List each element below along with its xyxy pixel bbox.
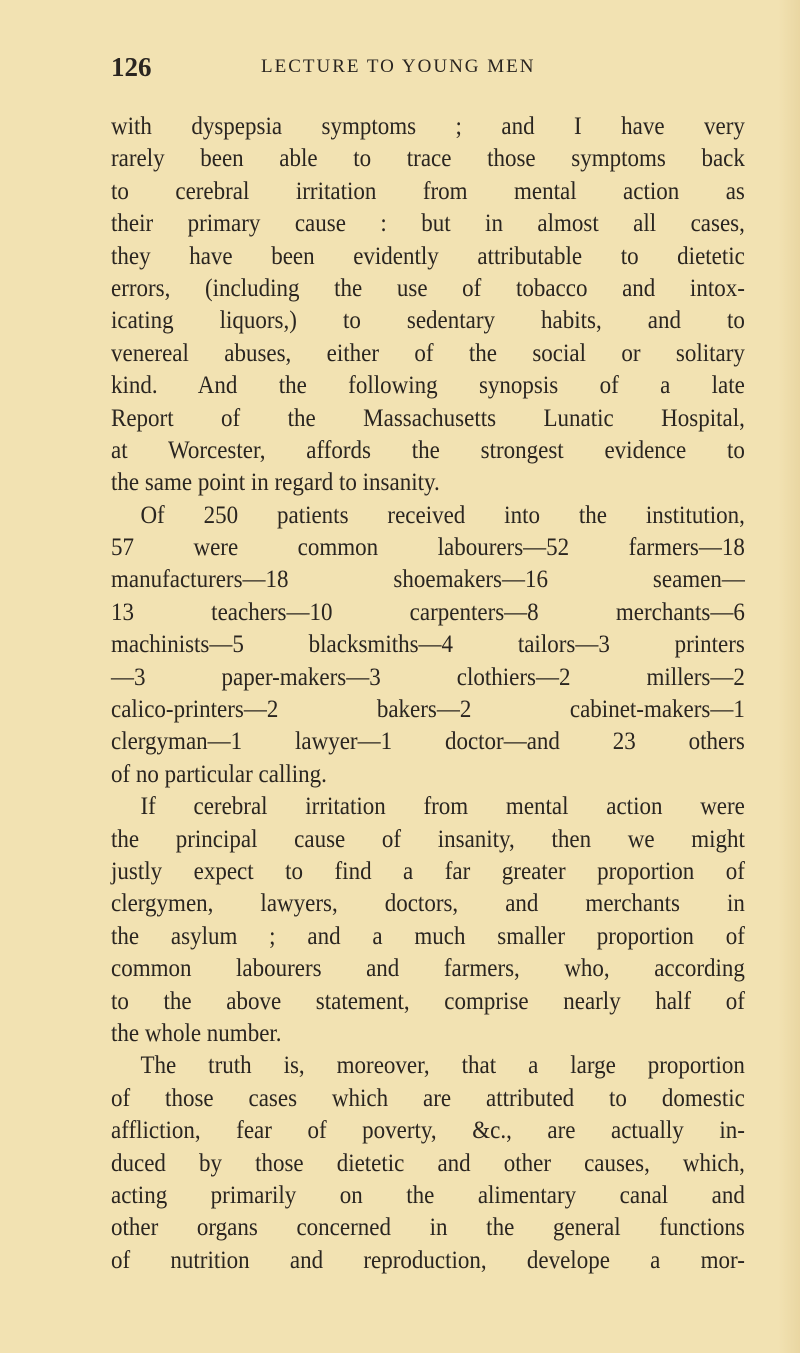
page-header [111,52,591,88]
text-line: their primary cause : but in almost all cases, [111,210,745,238]
text-line: other organs concerned in the general functions [111,1214,745,1242]
text-line: rarely been able to trace those symptoms back [111,145,745,173]
text-line: with dyspepsia symptoms ; and I have very [111,113,745,140]
text-line: 57 were common labourers—52 farmers—18 [111,534,745,562]
text-line: affliction, fear of poverty, &c., are actually in- [111,1117,745,1145]
page-number: 126 [111,52,152,82]
text-line: Report of the Massachusetts Lunatic Hospital, [111,404,745,432]
text-line: at Worcester, affords the strongest evidence to [111,436,745,464]
text-line: they have been evidently attributable to dietetic [111,242,745,270]
text-line: —3 paper-makers—3 clothiers—2 millers—2 [111,663,745,691]
text-line: If cerebral irritation from mental action were [140,793,745,821]
text-line: common labourers and farmers, who, according [111,955,745,983]
body-text [111,111,745,1277]
text-line: clergymen, lawyers, doctors, and merchants in [111,890,745,918]
text-line: 13 teachers—10 carpenters—8 merchants—6 [111,598,745,626]
text-line: manufacturers—18 shoemakers—16 seamen— [111,566,745,594]
text-line: of those cases which are attributed to domestic [111,1084,745,1112]
text-line: the asylum ; and a much smaller proportion of [111,922,745,950]
text-line: The truth is, moreover, that a large proportion [140,1052,745,1080]
text-line: acting primarily on the alimentary canal and [111,1181,745,1209]
text-line: duced by those dietetic and other causes, which, [111,1149,745,1177]
text-line: the same point in regard to insanity. [111,469,440,497]
text-line: of nutrition and reproduction, develope a mor- [111,1246,745,1274]
text-line: icating liquors,) to sedentary habits, and to [111,307,745,335]
text-line: venereal abuses, either of the social or solitary [111,339,745,367]
running-title: LECTURE TO YOUNG MEN [261,56,536,77]
page-edge [778,0,800,1353]
text-line: calico-printers—2 bakers—2 cabinet-makers—1 [111,696,745,724]
text-line: Of 250 patients received into the institution, [140,501,745,529]
text-line: kind. And the following synopsis of a late [111,372,745,400]
text-line: the principal cause of insanity, then we might [111,825,745,853]
text-line: of no particular calling. [111,760,327,788]
text-line: clergyman—1 lawyer—1 doctor—and 23 others [111,728,745,756]
text-line: to the above statement, comprise nearly half of [111,987,745,1015]
text-line: machinists—5 blacksmiths—4 tailors—3 printers [111,631,745,659]
text-line: to cerebral irritation from mental action as [111,177,745,205]
text-line: the whole number. [111,1019,282,1047]
text-line: errors, (including the use of tobacco and intox- [111,274,745,302]
text-line: justly expect to find a far greater proportion of [111,857,745,885]
